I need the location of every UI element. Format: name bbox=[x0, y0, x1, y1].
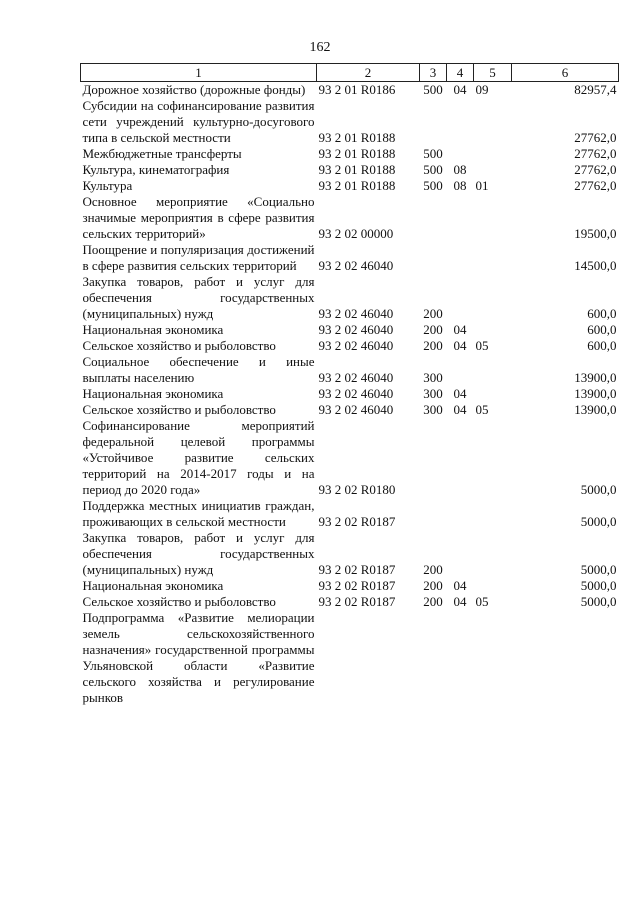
row-target-code: 93 2 02 R0180 bbox=[318, 482, 396, 497]
row-name: Поощрение и популяризация достижений в сфере развития сельских территорий bbox=[82, 242, 315, 273]
table-row bbox=[81, 354, 619, 386]
row-amount: 27762,0 bbox=[574, 146, 617, 161]
row-expense-type: 200 bbox=[423, 594, 443, 609]
row-amount bbox=[512, 610, 619, 706]
row-target-code: 93 2 02 R0187 bbox=[318, 514, 396, 529]
row-section: 04 bbox=[453, 386, 467, 401]
row-name: Поддержка местных инициатив граждан, проживающих в сельской местности bbox=[82, 498, 315, 529]
row-subsection: 09 bbox=[475, 82, 489, 97]
row-subsection bbox=[474, 418, 512, 498]
row-name: Культура bbox=[82, 178, 133, 193]
row-target-code: 93 2 02 46040 bbox=[318, 338, 394, 353]
header-row bbox=[81, 64, 619, 82]
row-target-code: 93 2 02 R0187 bbox=[318, 594, 396, 609]
row-subsection: 05 bbox=[475, 402, 489, 417]
row-target-code: 93 2 01 R0188 bbox=[318, 162, 396, 177]
row-amount: 600,0 bbox=[587, 338, 617, 353]
table-body bbox=[81, 82, 619, 707]
row-name: Национальная экономика bbox=[82, 386, 224, 401]
row-subsection: 01 bbox=[475, 178, 489, 193]
row-section bbox=[447, 610, 474, 706]
row-subsection bbox=[474, 322, 512, 338]
row-name: Подпрограмма «Развитие мелиорации земель сельскохозяйственного назначения» государственной программы Ульяновской области «Развитие сельского хозяйства и регулирование рынков bbox=[82, 610, 315, 705]
table-row bbox=[81, 386, 619, 402]
row-section: 04 bbox=[453, 338, 467, 353]
row-subsection bbox=[474, 98, 512, 146]
row-section bbox=[447, 498, 474, 530]
row-amount: 5000,0 bbox=[580, 562, 617, 577]
table-row bbox=[81, 498, 619, 530]
row-amount: 19500,0 bbox=[574, 226, 617, 241]
row-target-code: 93 2 02 46040 bbox=[318, 386, 394, 401]
table-row bbox=[81, 178, 619, 194]
row-amount: 600,0 bbox=[587, 306, 617, 321]
row-expense-type: 500 bbox=[423, 82, 443, 97]
table-row bbox=[81, 194, 619, 242]
row-target-code: 93 2 02 00000 bbox=[318, 226, 394, 241]
header-col-6: 6 bbox=[512, 64, 619, 82]
table-row bbox=[81, 338, 619, 354]
row-expense-type bbox=[420, 610, 447, 706]
row-subsection: 05 bbox=[475, 594, 489, 609]
row-subsection bbox=[474, 530, 512, 578]
row-expense-type: 500 bbox=[423, 146, 443, 161]
row-target-code: 93 2 02 46040 bbox=[318, 306, 394, 321]
row-target-code: 93 2 01 R0188 bbox=[318, 146, 396, 161]
row-target-code: 93 2 02 R0187 bbox=[318, 578, 396, 593]
row-amount: 5000,0 bbox=[580, 578, 617, 593]
row-expense-type: 300 bbox=[423, 386, 443, 401]
row-section: 08 bbox=[453, 162, 467, 177]
row-subsection bbox=[474, 274, 512, 322]
row-subsection: 05 bbox=[475, 338, 489, 353]
header-col-5: 5 bbox=[474, 64, 512, 82]
row-name: Сельское хозяйство и рыболовство bbox=[82, 402, 276, 417]
row-name: Основное мероприятие «Социально значимые мероприятия в сфере развития сельских территорий» bbox=[82, 194, 315, 241]
row-subsection bbox=[474, 386, 512, 402]
row-subsection bbox=[474, 146, 512, 162]
row-subsection bbox=[474, 194, 512, 242]
row-section: 08 bbox=[453, 178, 467, 193]
row-section: 04 bbox=[453, 594, 467, 609]
header-col-2: 2 bbox=[317, 64, 420, 82]
row-amount: 14500,0 bbox=[574, 258, 617, 273]
table-row bbox=[81, 146, 619, 162]
row-expense-type bbox=[420, 498, 447, 530]
row-expense-type bbox=[420, 242, 447, 274]
row-expense-type: 500 bbox=[423, 162, 443, 177]
row-target-code bbox=[317, 610, 420, 706]
row-name: Культура, кинематография bbox=[82, 162, 230, 177]
row-expense-type bbox=[420, 418, 447, 498]
row-subsection bbox=[474, 610, 512, 706]
header-col-4: 4 bbox=[447, 64, 474, 82]
row-name: Национальная экономика bbox=[82, 322, 224, 337]
table-row bbox=[81, 418, 619, 498]
row-expense-type: 200 bbox=[423, 338, 443, 353]
row-section bbox=[447, 274, 474, 322]
row-section bbox=[447, 530, 474, 578]
row-expense-type: 200 bbox=[423, 306, 443, 321]
row-subsection bbox=[474, 162, 512, 178]
row-name: Субсидии на софинансирование развития сети учреждений культурно-досугового типа в сельской местности bbox=[82, 98, 315, 145]
row-name: Софинансирование мероприятий федеральной целевой программы «Устойчивое развитие сельских территорий на 2014-2017 годы и на период до 2020 года» bbox=[82, 418, 315, 497]
row-expense-type: 300 bbox=[423, 402, 443, 417]
header-col-1: 1 bbox=[81, 64, 317, 82]
row-name: Закупка товаров, работ и услуг для обеспечения государственных (муниципальных) нужд bbox=[82, 530, 315, 577]
row-amount: 5000,0 bbox=[580, 514, 617, 529]
row-amount: 27762,0 bbox=[574, 130, 617, 145]
row-name: Межбюджетные трансферты bbox=[82, 146, 242, 161]
row-name: Социальное обеспечение и иные выплаты населению bbox=[82, 354, 315, 385]
row-expense-type bbox=[420, 98, 447, 146]
row-section: 04 bbox=[453, 322, 467, 337]
row-section bbox=[447, 98, 474, 146]
row-name: Национальная экономика bbox=[82, 578, 224, 593]
budget-table bbox=[80, 63, 619, 706]
row-amount: 13900,0 bbox=[574, 402, 617, 417]
row-name: Сельское хозяйство и рыболовство bbox=[82, 338, 276, 353]
table-row bbox=[81, 242, 619, 274]
row-expense-type: 200 bbox=[423, 562, 443, 577]
table-row bbox=[81, 594, 619, 610]
row-section: 04 bbox=[453, 82, 467, 97]
table-row bbox=[81, 98, 619, 146]
row-subsection bbox=[474, 498, 512, 530]
row-amount: 13900,0 bbox=[574, 370, 617, 385]
table-row bbox=[81, 578, 619, 594]
table-row bbox=[81, 82, 619, 99]
row-target-code: 93 2 01 R0188 bbox=[318, 130, 396, 145]
row-target-code: 93 2 01 R0186 bbox=[318, 82, 396, 97]
table-row bbox=[81, 402, 619, 418]
row-expense-type: 500 bbox=[423, 178, 443, 193]
row-target-code: 93 2 02 R0187 bbox=[318, 562, 396, 577]
row-section bbox=[447, 418, 474, 498]
row-subsection bbox=[474, 354, 512, 386]
row-name: Закупка товаров, работ и услуг для обеспечения государственных (муниципальных) нужд bbox=[82, 274, 315, 321]
row-subsection bbox=[474, 578, 512, 594]
row-target-code: 93 2 02 46040 bbox=[318, 258, 394, 273]
row-section: 04 bbox=[453, 578, 467, 593]
row-amount: 27762,0 bbox=[574, 162, 617, 177]
row-section bbox=[447, 242, 474, 274]
table-header bbox=[81, 64, 619, 82]
row-target-code: 93 2 02 46040 bbox=[318, 322, 394, 337]
row-amount: 5000,0 bbox=[580, 594, 617, 609]
row-expense-type bbox=[420, 194, 447, 242]
row-expense-type: 200 bbox=[423, 578, 443, 593]
row-expense-type: 200 bbox=[423, 322, 443, 337]
row-target-code: 93 2 02 46040 bbox=[318, 370, 394, 385]
row-target-code: 93 2 01 R0188 bbox=[318, 178, 396, 193]
row-amount: 13900,0 bbox=[574, 386, 617, 401]
row-amount: 27762,0 bbox=[574, 178, 617, 193]
row-amount: 600,0 bbox=[587, 322, 617, 337]
table-row bbox=[81, 274, 619, 322]
table-row bbox=[81, 162, 619, 178]
page-number: 162 bbox=[309, 40, 331, 55]
row-subsection bbox=[474, 242, 512, 274]
row-target-code: 93 2 02 46040 bbox=[318, 402, 394, 417]
row-amount: 82957,4 bbox=[574, 82, 617, 97]
row-section bbox=[447, 354, 474, 386]
row-expense-type: 300 bbox=[423, 370, 443, 385]
row-section bbox=[447, 194, 474, 242]
row-section: 04 bbox=[453, 402, 467, 417]
header-col-3: 3 bbox=[420, 64, 447, 82]
row-section bbox=[447, 146, 474, 162]
row-name: Дорожное хозяйство (дорожные фонды) bbox=[82, 82, 306, 97]
table-row bbox=[81, 530, 619, 578]
table-row bbox=[81, 610, 619, 706]
table-row bbox=[81, 322, 619, 338]
row-amount: 5000,0 bbox=[580, 482, 617, 497]
row-name: Сельское хозяйство и рыболовство bbox=[82, 594, 276, 609]
